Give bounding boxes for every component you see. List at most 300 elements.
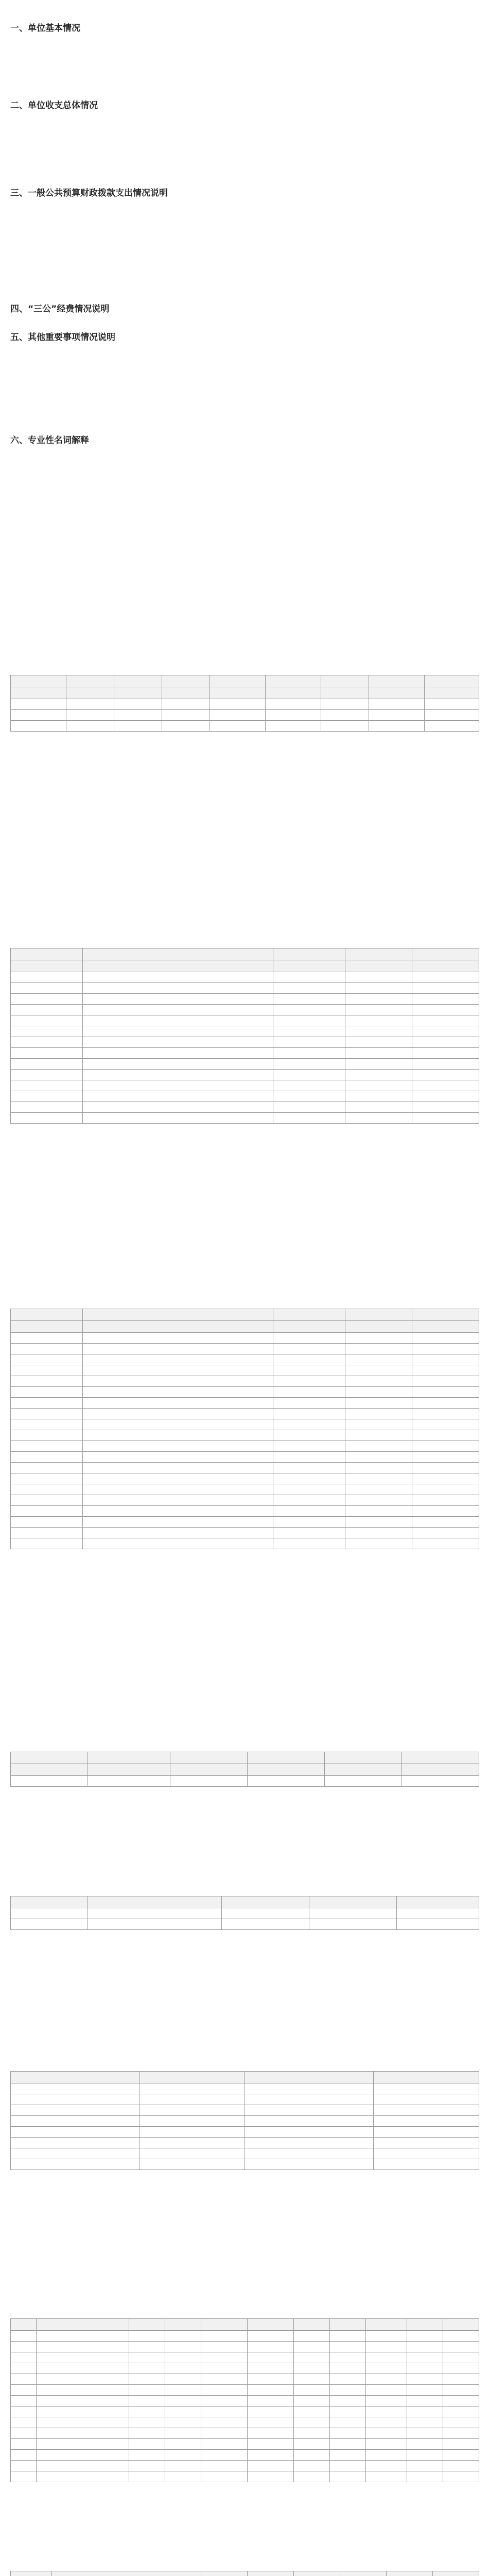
table-row bbox=[11, 2094, 479, 2105]
table-cell bbox=[366, 2342, 407, 2352]
header-cell bbox=[37, 2319, 129, 2331]
table-cell bbox=[345, 1409, 412, 1419]
table-cell bbox=[412, 1409, 479, 1419]
table-cell bbox=[11, 1080, 83, 1091]
table-cell bbox=[369, 710, 425, 721]
table-cell bbox=[11, 2094, 139, 2105]
table-cell bbox=[273, 1430, 345, 1441]
table-row bbox=[11, 983, 479, 994]
table-cell bbox=[412, 972, 479, 983]
table-cell bbox=[162, 710, 210, 721]
header-cell bbox=[433, 2571, 479, 2576]
table-cell bbox=[374, 2148, 479, 2159]
table-header-row bbox=[11, 1764, 479, 1776]
table-cell bbox=[11, 2127, 139, 2138]
table-cell bbox=[83, 1409, 273, 1419]
table-cell bbox=[345, 1048, 412, 1059]
table-cell bbox=[11, 2461, 37, 2471]
header-cell bbox=[369, 687, 425, 699]
table-cell bbox=[165, 2450, 201, 2461]
budget-table bbox=[10, 2071, 479, 2170]
table-cell bbox=[412, 1495, 479, 1506]
table-cell bbox=[366, 2450, 407, 2461]
header-cell bbox=[222, 1896, 309, 1908]
table-row bbox=[11, 2127, 479, 2138]
table-cell bbox=[83, 1517, 273, 1528]
header-cell bbox=[412, 1321, 479, 1333]
table-cell bbox=[345, 1015, 412, 1026]
table-cell bbox=[11, 1026, 83, 1037]
table-row bbox=[11, 1776, 479, 1787]
table-cell bbox=[83, 1102, 273, 1113]
table-cell bbox=[412, 1080, 479, 1091]
table-cell bbox=[83, 1091, 273, 1102]
header-cell bbox=[114, 675, 162, 687]
table-cell bbox=[11, 983, 83, 994]
table-cell bbox=[83, 972, 273, 983]
table-cell bbox=[294, 2385, 330, 2396]
header-cell bbox=[345, 1321, 412, 1333]
budget-table bbox=[10, 2571, 479, 2576]
table-cell bbox=[374, 2138, 479, 2148]
table-cell bbox=[83, 1365, 273, 1376]
table-cell bbox=[273, 1528, 345, 1538]
table-cell bbox=[11, 1441, 83, 1452]
table-cell bbox=[345, 983, 412, 994]
header-cell bbox=[248, 1752, 325, 1764]
table-cell bbox=[11, 1484, 83, 1495]
table-cell bbox=[165, 2396, 201, 2406]
table-cell bbox=[273, 1102, 345, 1113]
table-cell bbox=[366, 2363, 407, 2374]
table-cell bbox=[165, 2406, 201, 2417]
section-title: 五、其他重要事项情况说明 bbox=[10, 332, 115, 343]
table-cell bbox=[37, 2342, 129, 2352]
table-cell bbox=[294, 2439, 330, 2450]
table-cell bbox=[266, 721, 321, 732]
table-cell bbox=[345, 1376, 412, 1387]
table-cell bbox=[330, 2461, 366, 2471]
table-cell bbox=[37, 2352, 129, 2363]
table-cell bbox=[245, 2116, 374, 2127]
table-cell bbox=[273, 1484, 345, 1495]
header-cell bbox=[88, 1752, 170, 1764]
budget-table bbox=[10, 2318, 479, 2482]
table-cell bbox=[407, 2396, 443, 2406]
header-cell bbox=[11, 1764, 88, 1776]
table-cell bbox=[407, 2352, 443, 2363]
table-cell bbox=[11, 1102, 83, 1113]
table-cell bbox=[248, 2331, 294, 2342]
table-cell bbox=[273, 1387, 345, 1398]
table-cell bbox=[443, 2352, 479, 2363]
table-cell bbox=[83, 1495, 273, 1506]
table-row bbox=[11, 2342, 479, 2352]
table-cell bbox=[11, 2385, 37, 2396]
table-cell bbox=[11, 721, 66, 732]
table-row bbox=[11, 1506, 479, 1517]
table-cell bbox=[210, 699, 266, 710]
table-cell bbox=[11, 972, 83, 983]
header-cell bbox=[11, 1309, 83, 1321]
header-cell bbox=[248, 2319, 294, 2331]
table-cell bbox=[273, 1376, 345, 1387]
header-cell bbox=[52, 2571, 201, 2576]
table-cell bbox=[245, 2138, 374, 2148]
table-cell bbox=[374, 2094, 479, 2105]
table-cell bbox=[248, 2396, 294, 2406]
header-cell bbox=[294, 2319, 330, 2331]
table-cell bbox=[11, 2331, 37, 2342]
table-row bbox=[11, 2148, 479, 2159]
table-row bbox=[11, 1484, 479, 1495]
header-cell bbox=[273, 1309, 345, 1321]
table-cell bbox=[83, 1113, 273, 1124]
table-cell bbox=[165, 2461, 201, 2471]
table-cell bbox=[201, 2450, 248, 2461]
table-cell bbox=[88, 1776, 170, 1787]
table-cell bbox=[321, 699, 369, 710]
table-cell bbox=[412, 1398, 479, 1409]
table-cell bbox=[443, 2406, 479, 2417]
table-cell bbox=[407, 2417, 443, 2428]
table-cell bbox=[443, 2396, 479, 2406]
table-cell bbox=[11, 1113, 83, 1124]
header-cell bbox=[11, 687, 66, 699]
table-cell bbox=[443, 2450, 479, 2461]
table-cell bbox=[443, 2471, 479, 2482]
table-row bbox=[11, 1344, 479, 1354]
table-row bbox=[11, 2352, 479, 2363]
table-row bbox=[11, 1398, 479, 1409]
table-cell bbox=[345, 1005, 412, 1015]
header-cell bbox=[309, 1896, 397, 1908]
table-cell bbox=[330, 2342, 366, 2352]
table-cell bbox=[366, 2374, 407, 2385]
table-cell bbox=[412, 1387, 479, 1398]
table-cell bbox=[11, 2105, 139, 2116]
table-cell bbox=[11, 2374, 37, 2385]
table-cell bbox=[129, 2352, 165, 2363]
header-cell bbox=[170, 1752, 248, 1764]
table-cell bbox=[210, 721, 266, 732]
table-cell bbox=[294, 2342, 330, 2352]
table-cell bbox=[294, 2450, 330, 2461]
table-header-row bbox=[11, 2072, 479, 2083]
table-cell bbox=[201, 2406, 248, 2417]
table-cell bbox=[129, 2342, 165, 2352]
table-cell bbox=[366, 2406, 407, 2417]
table-cell bbox=[11, 2159, 139, 2170]
table-cell bbox=[345, 1473, 412, 1484]
table-cell bbox=[248, 2471, 294, 2482]
table-row bbox=[11, 1463, 479, 1473]
table-row bbox=[11, 710, 479, 721]
table-cell bbox=[83, 1333, 273, 1344]
table-cell bbox=[83, 1354, 273, 1365]
header-cell bbox=[266, 687, 321, 699]
budget-table bbox=[10, 1309, 479, 1549]
table-header-row bbox=[11, 1896, 479, 1908]
table-cell bbox=[37, 2385, 129, 2396]
budget-table bbox=[10, 1896, 479, 1930]
table-cell bbox=[11, 1538, 83, 1549]
table-cell bbox=[11, 1473, 83, 1484]
table-row bbox=[11, 1059, 479, 1070]
table-cell bbox=[248, 2374, 294, 2385]
table-cell bbox=[11, 2363, 37, 2374]
header-cell bbox=[11, 2319, 37, 2331]
table-cell bbox=[83, 1070, 273, 1080]
table-cell bbox=[273, 1419, 345, 1430]
table-row bbox=[11, 1365, 479, 1376]
table-cell bbox=[162, 699, 210, 710]
table-cell bbox=[248, 2406, 294, 2417]
table-cell bbox=[11, 1091, 83, 1102]
table-cell bbox=[412, 1517, 479, 1528]
table-cell bbox=[345, 1398, 412, 1409]
table-row bbox=[11, 1354, 479, 1365]
table-cell bbox=[345, 1517, 412, 1528]
table-row bbox=[11, 1430, 479, 1441]
table-cell bbox=[245, 2127, 374, 2138]
table-cell bbox=[273, 1517, 345, 1528]
table-cell bbox=[83, 1441, 273, 1452]
table-cell bbox=[88, 1919, 222, 1930]
table-row bbox=[11, 2083, 479, 2094]
table-cell bbox=[412, 1037, 479, 1048]
table-cell bbox=[412, 1430, 479, 1441]
table-cell bbox=[412, 1441, 479, 1452]
header-cell bbox=[345, 948, 412, 960]
header-cell bbox=[369, 675, 425, 687]
table-row bbox=[11, 2461, 479, 2471]
table-cell bbox=[201, 2352, 248, 2363]
table-cell bbox=[273, 1015, 345, 1026]
table-cell bbox=[443, 2331, 479, 2342]
section-title: 四、“三公”经费情况说明 bbox=[10, 304, 110, 314]
table-cell bbox=[412, 1365, 479, 1376]
table-row bbox=[11, 1026, 479, 1037]
header-cell bbox=[412, 1309, 479, 1321]
table-cell bbox=[83, 1387, 273, 1398]
header-cell bbox=[88, 1764, 170, 1776]
header-cell bbox=[83, 1309, 273, 1321]
table-cell bbox=[37, 2363, 129, 2374]
header-cell bbox=[325, 1752, 402, 1764]
table-cell bbox=[407, 2374, 443, 2385]
table-cell bbox=[11, 1059, 83, 1070]
table-cell bbox=[11, 2428, 37, 2439]
table-cell bbox=[366, 2396, 407, 2406]
table-cell bbox=[11, 1517, 83, 1528]
table-cell bbox=[345, 1091, 412, 1102]
table-cell bbox=[273, 1333, 345, 1344]
table-cell bbox=[245, 2159, 374, 2170]
header-cell bbox=[330, 2319, 366, 2331]
table-cell bbox=[66, 710, 114, 721]
table-cell bbox=[11, 2116, 139, 2127]
table-row bbox=[11, 1517, 479, 1528]
table-cell bbox=[345, 1354, 412, 1365]
table-cell bbox=[294, 2406, 330, 2417]
table-cell bbox=[139, 2159, 245, 2170]
table-cell bbox=[11, 1005, 83, 1015]
table-row bbox=[11, 1495, 479, 1506]
header-cell bbox=[11, 675, 66, 687]
table-cell bbox=[266, 710, 321, 721]
table-cell bbox=[37, 2406, 129, 2417]
header-cell bbox=[273, 948, 345, 960]
table-cell bbox=[273, 994, 345, 1005]
table-cell bbox=[412, 1354, 479, 1365]
table-cell bbox=[273, 1059, 345, 1070]
table-cell bbox=[366, 2471, 407, 2482]
table-cell bbox=[345, 1441, 412, 1452]
table-cell bbox=[83, 1005, 273, 1015]
header-cell bbox=[443, 2319, 479, 2331]
table-cell bbox=[201, 2363, 248, 2374]
header-cell bbox=[11, 948, 83, 960]
section-title: 三、一般公共预算财政拨款支出情况说明 bbox=[10, 188, 168, 198]
table-cell bbox=[201, 2439, 248, 2450]
table-cell bbox=[330, 2417, 366, 2428]
table-cell bbox=[248, 2385, 294, 2396]
table-header-row bbox=[11, 2319, 479, 2331]
table-cell bbox=[201, 2342, 248, 2352]
table-cell bbox=[37, 2471, 129, 2482]
table-cell bbox=[412, 983, 479, 994]
budget-table bbox=[10, 948, 479, 1124]
table-cell bbox=[402, 1776, 479, 1787]
header-cell bbox=[162, 687, 210, 699]
table-cell bbox=[11, 1398, 83, 1409]
table-cell bbox=[248, 2352, 294, 2363]
table-cell bbox=[369, 721, 425, 732]
table-cell bbox=[248, 2461, 294, 2471]
table-cell bbox=[366, 2461, 407, 2471]
table-cell bbox=[11, 710, 66, 721]
table-row bbox=[11, 1070, 479, 1080]
table-cell bbox=[345, 1037, 412, 1048]
table-cell bbox=[294, 2352, 330, 2363]
table-cell bbox=[129, 2428, 165, 2439]
table-row bbox=[11, 721, 479, 732]
table-cell bbox=[165, 2352, 201, 2363]
table-cell bbox=[294, 2461, 330, 2471]
table-cell bbox=[345, 1495, 412, 1506]
table-header-row bbox=[11, 1321, 479, 1333]
table-cell bbox=[129, 2331, 165, 2342]
table-cell bbox=[114, 721, 162, 732]
table-cell bbox=[345, 994, 412, 1005]
table-cell bbox=[83, 1376, 273, 1387]
table-cell bbox=[11, 1365, 83, 1376]
table-cell bbox=[374, 2159, 479, 2170]
table-cell bbox=[129, 2374, 165, 2385]
table-cell bbox=[407, 2331, 443, 2342]
table-row bbox=[11, 1538, 479, 1549]
table-cell bbox=[412, 1091, 479, 1102]
table-cell bbox=[83, 1419, 273, 1430]
table-cell bbox=[345, 1452, 412, 1463]
table-cell bbox=[11, 2450, 37, 2461]
table-cell bbox=[345, 1365, 412, 1376]
table-cell bbox=[83, 994, 273, 1005]
table-cell bbox=[345, 972, 412, 983]
header-cell bbox=[210, 687, 266, 699]
header-cell bbox=[11, 1896, 88, 1908]
table-row bbox=[11, 2417, 479, 2428]
header-cell bbox=[325, 1764, 402, 1776]
table-cell bbox=[412, 1463, 479, 1473]
table-cell bbox=[201, 2428, 248, 2439]
table-cell bbox=[425, 710, 479, 721]
table-cell bbox=[425, 721, 479, 732]
table-cell bbox=[245, 2105, 374, 2116]
table-cell bbox=[170, 1776, 248, 1787]
table-row bbox=[11, 1091, 479, 1102]
table-cell bbox=[165, 2363, 201, 2374]
table-cell bbox=[129, 2417, 165, 2428]
table-cell bbox=[88, 1908, 222, 1919]
table-cell bbox=[83, 1026, 273, 1037]
table-row bbox=[11, 1113, 479, 1124]
table-cell bbox=[11, 699, 66, 710]
table-row bbox=[11, 1908, 479, 1919]
table-row bbox=[11, 972, 479, 983]
table-row bbox=[11, 2363, 479, 2374]
table-cell bbox=[273, 1452, 345, 1463]
table-cell bbox=[11, 1344, 83, 1354]
table-cell bbox=[129, 2471, 165, 2482]
table-cell bbox=[345, 1080, 412, 1091]
table-cell bbox=[443, 2385, 479, 2396]
table-cell bbox=[273, 1409, 345, 1419]
header-cell bbox=[366, 2319, 407, 2331]
table-cell bbox=[273, 1463, 345, 1473]
table-cell bbox=[374, 2127, 479, 2138]
table-cell bbox=[412, 1048, 479, 1059]
table-cell bbox=[412, 1528, 479, 1538]
table-cell bbox=[412, 1005, 479, 1015]
table-cell bbox=[273, 1506, 345, 1517]
table-cell bbox=[345, 1059, 412, 1070]
header-cell bbox=[201, 2571, 248, 2576]
table-cell bbox=[37, 2450, 129, 2461]
table-row bbox=[11, 2105, 479, 2116]
table-cell bbox=[11, 1919, 88, 1930]
table-cell bbox=[412, 1538, 479, 1549]
table-cell bbox=[273, 1495, 345, 1506]
header-cell bbox=[66, 687, 114, 699]
table-cell bbox=[273, 1037, 345, 1048]
table-cell bbox=[273, 1026, 345, 1037]
table-cell bbox=[321, 721, 369, 732]
table-cell bbox=[11, 1776, 88, 1787]
table-cell bbox=[11, 1409, 83, 1419]
table-cell bbox=[11, 2352, 37, 2363]
table-cell bbox=[266, 699, 321, 710]
table-row bbox=[11, 1080, 479, 1091]
table-cell bbox=[412, 1506, 479, 1517]
table-cell bbox=[412, 1333, 479, 1344]
table-cell bbox=[412, 1344, 479, 1354]
table-cell bbox=[11, 1070, 83, 1080]
table-cell bbox=[248, 2450, 294, 2461]
table-cell bbox=[407, 2428, 443, 2439]
table-cell bbox=[11, 2406, 37, 2417]
